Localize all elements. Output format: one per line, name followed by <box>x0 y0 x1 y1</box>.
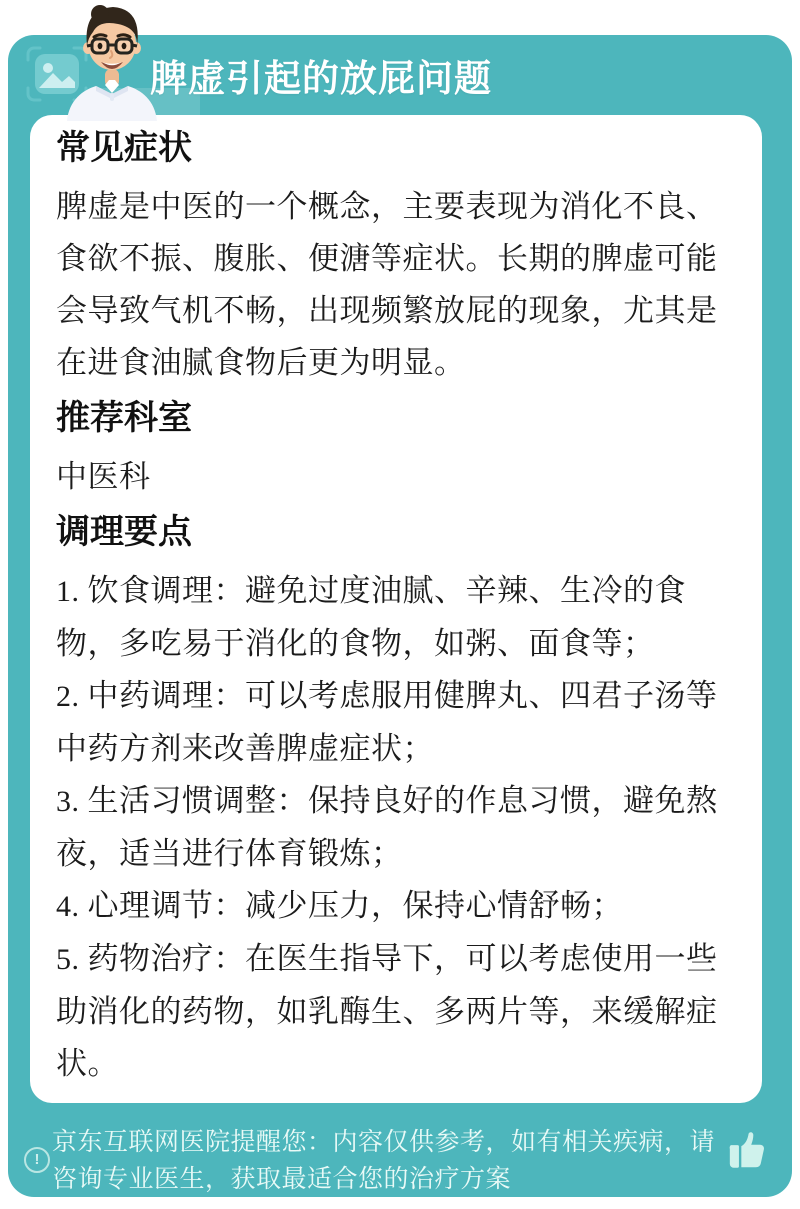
page-title: 脾虚引起的放屁问题 <box>150 58 492 99</box>
list-item-text: 药物治疗：在医生指导下，可以考虑使用一些助消化的药物，如乳酶生、多两片等，来缓解症状。 <box>56 941 718 1081</box>
list-item-number: 4. <box>56 890 80 923</box>
list-item <box>56 670 736 775</box>
section-heading-care-points: 调理要点 <box>56 513 192 551</box>
list-item <box>56 880 736 933</box>
thumbs-up-icon[interactable] <box>726 1126 772 1172</box>
list-item-text: 生活习惯调整：保持良好的作息习惯，避免熬夜，适当进行体育锻炼； <box>56 783 718 871</box>
list-item-text: 心理调节：减少压力，保持心情舒畅； <box>87 888 623 923</box>
list-item <box>56 565 736 670</box>
section-heading-symptoms: 常见症状 <box>56 129 192 167</box>
list-item-text: 中药调理：可以考虑服用健脾丸、四君子汤等中药方剂来改善脾虚症状； <box>56 678 718 766</box>
list-item-text: 饮食调理：避免过度油腻、辛辣、生冷的食物，多吃易于消化的食物，如粥、面食等； <box>56 573 686 661</box>
department-value: 中医科 <box>56 459 151 494</box>
symptoms-paragraph: 脾虚是中医的一个概念，主要表现为消化不良、食欲不振、腹胀、便溏等症状。长期的脾虚可能会导致气机不畅，出现频繁放屁的现象，尤其是在进食油腻食物后更为明显。 <box>56 189 718 380</box>
list-item-number: 1. <box>56 575 80 608</box>
list-item-number: 2. <box>56 680 80 713</box>
list-item-number: 5. <box>56 943 80 976</box>
list-item-number: 3. <box>56 785 80 818</box>
exclamation-circle-icon: ! <box>24 1147 50 1173</box>
list-item <box>56 933 736 1090</box>
list-item <box>56 775 736 880</box>
section-heading-department: 推荐科室 <box>56 399 192 437</box>
content-card <box>30 115 762 1103</box>
disclaimer-text: 京东互联网医院提醒您：内容仅供参考，如有相关疾病，请咨询专业医生，获取最适合您的治疗方案 <box>52 1128 716 1193</box>
